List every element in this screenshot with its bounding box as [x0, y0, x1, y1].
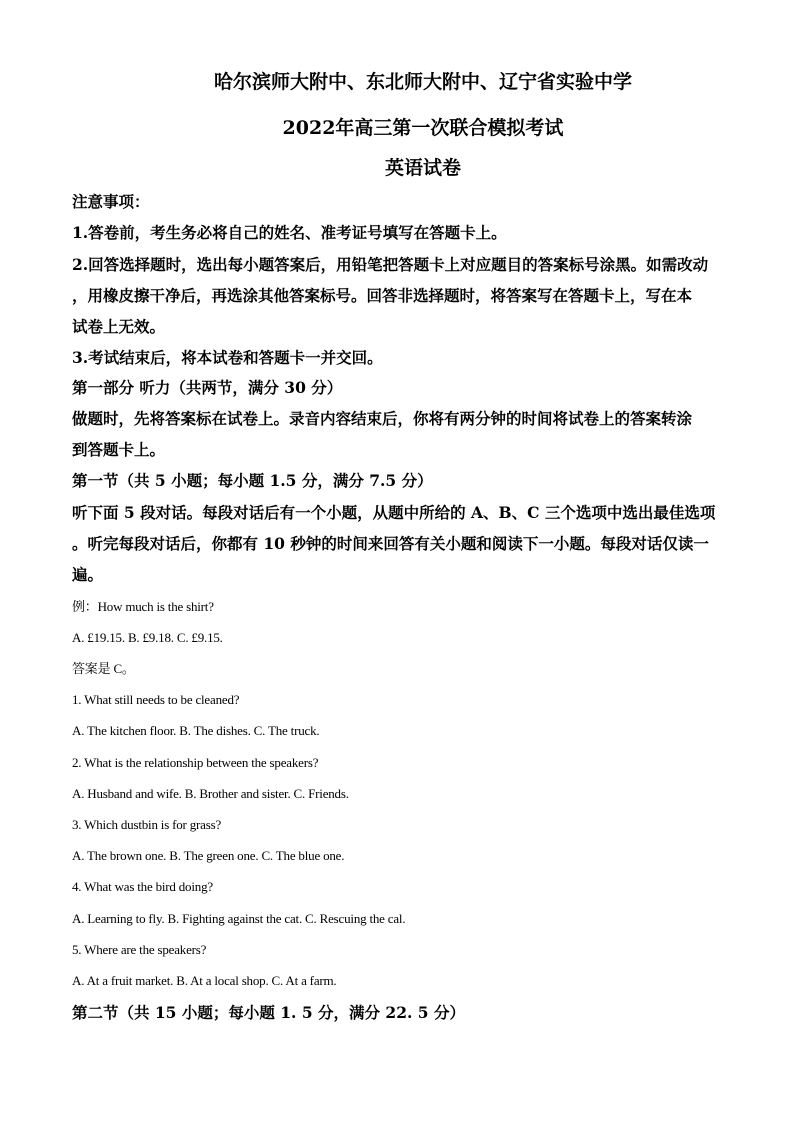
section1-instructions-line-3: 遍。 [72, 565, 104, 584]
example-options: A. £19.15. B. £9.18. C. £9.15. [72, 630, 223, 645]
section1-instructions-line-2: 。听完每段对话后，你都有 10 秒钟的时间来回答有关小题和阅读下一小题。每段对话仅读一 [72, 534, 709, 553]
note-1: 1.答卷前，考生务必将自己的姓名、准考证号填写在答题卡上。 [72, 223, 507, 242]
question-2-options: A. Husband and wife. B. Brother and sister. C. Friends. [72, 786, 349, 801]
subject-title: 英语试卷 [384, 157, 461, 179]
note-3: 3.考试结束后，将本试卷和答题卡一并交回。 [72, 348, 383, 367]
section1-instructions-line-1: 听下面 5 段对话。每段对话后有一个小题，从题中所给的 A、B、C 三个选项中选出最佳选项 [72, 503, 716, 522]
question-1: 1. What still needs to be cleaned? [72, 692, 240, 707]
question-4-options: A. Learning to fly. B. Fighting against the cat. C. Rescuing the cal. [72, 911, 406, 926]
notes-heading: 注意事项： [72, 192, 150, 211]
question-3-options: A. The brown one. B. The green one. C. The blue one. [72, 848, 345, 863]
question-5-options: A. At a fruit market. B. At a local shop. C. At a farm. [72, 973, 337, 988]
section2-heading: 第二节（共 15 小题；每小题 1. 5 分，满分 22. 5 分） [72, 1003, 465, 1022]
part1-intro-line-2: 到答题卡上。 [72, 440, 166, 459]
question-1-options: A. The kitchen floor. B. The dishes. C. The truck. [72, 723, 320, 738]
part1-heading: 第一部分 听力（共两节，满分 30 分） [72, 378, 343, 397]
question-2: 2. What is the relationship between the speakers? [72, 755, 319, 770]
question-3: 3. Which dustbin is for grass? [72, 817, 222, 832]
section1-heading: 第一节（共 5 小题；每小题 1.5 分，满分 7.5 分） [72, 471, 433, 490]
question-5: 5. Where are the speakers? [72, 942, 207, 957]
note-2-line-1: 2.回答选择题时，选出每小题答案后，用铅笔把答题卡上对应题目的答案标号涂黑。如需改动 [72, 255, 709, 274]
part1-intro-line-1: 做题时，先将答案标在试卷上。录音内容结束后，你将有两分钟的时间将试卷上的答案转涂 [72, 409, 693, 428]
example-question: 例：How much is the shirt? [72, 599, 214, 614]
exam-title: 2022年高三第一次联合模拟考试 [282, 117, 564, 139]
example-answer: 答案是 C。 [72, 661, 135, 676]
note-2-line-2: ，用橡皮擦干净后，再选涂其他答案标号。回答非选择题时，将答案写在答题卡上，写在本 [72, 286, 693, 305]
note-2-line-3: 试卷上无效。 [72, 317, 166, 336]
schools-title: 哈尔滨师大附中、东北师大附中、辽宁省实验中学 [213, 71, 632, 93]
question-4: 4. What was the bird doing? [72, 879, 213, 894]
